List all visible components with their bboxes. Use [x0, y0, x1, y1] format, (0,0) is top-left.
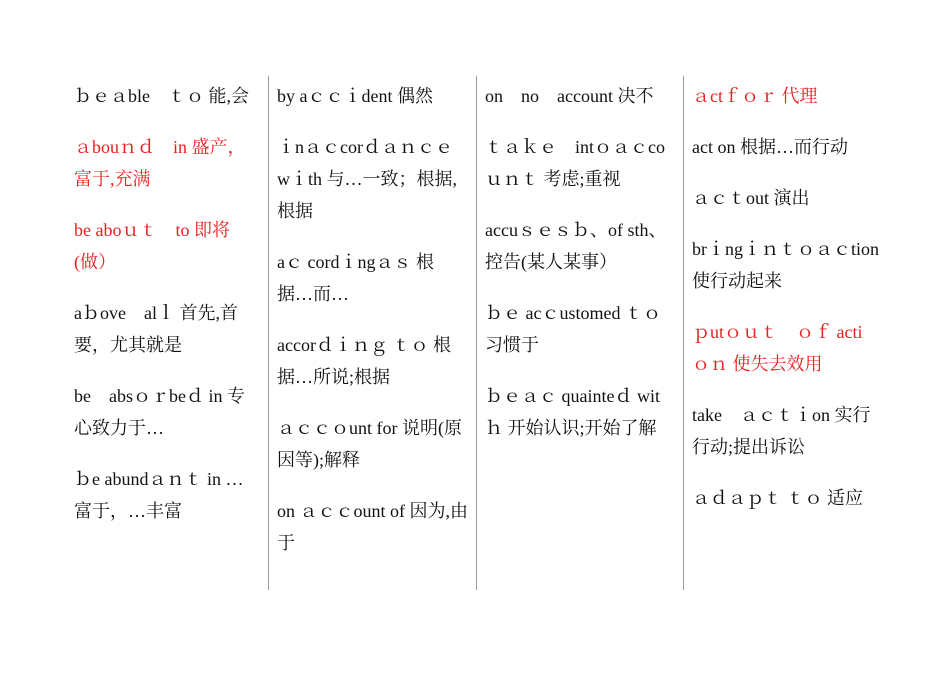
phrase-english: ｂｅａble ｔｏ	[74, 86, 204, 106]
phrase-chinese: 专心致力于…	[74, 386, 245, 438]
phrase-chinese: 因为,由于	[277, 501, 468, 553]
vocab-entry	[485, 131, 675, 195]
vocab-entry	[74, 297, 260, 361]
vocab-entry	[277, 412, 468, 476]
phrase-chinese: 与…一致；根据,根据	[277, 169, 457, 221]
phrase-chinese: 考虑;重视	[543, 169, 621, 189]
phrase-english: accuｓｅｓｂ、of sth、	[485, 220, 667, 240]
vocab-entry	[277, 80, 468, 112]
phrase-chinese: 根据…而行动	[739, 137, 848, 157]
vocab-entry	[277, 131, 471, 227]
phrase-english: accorｄｉｎｇ ｔｏ	[277, 335, 429, 355]
vocab-column-1	[66, 76, 268, 590]
phrase-english: on no account	[485, 86, 613, 106]
phrase-english: aｂove alｌ	[74, 303, 175, 323]
phrase-chinese: 根据…而…	[277, 252, 434, 304]
vocab-entry	[485, 380, 675, 444]
vocab-entry	[692, 482, 880, 514]
phrase-english: on ａｃｃount of	[277, 501, 405, 521]
vocab-entry	[692, 316, 880, 380]
phrase-chinese: 决不	[617, 86, 654, 106]
phrase-english: ｂｅ acｃustomed ｔｏ	[485, 303, 661, 323]
phrase-english: brｉngｉｎｔｏａｃtion	[692, 239, 879, 259]
phrase-chinese: 根据…所说;根据	[277, 335, 451, 387]
phrase-chinese: 习惯于	[485, 335, 539, 355]
vocab-column-2	[268, 76, 476, 590]
vocab-entry	[692, 233, 880, 297]
phrase-english: ａｃｔout	[692, 188, 770, 208]
phrase-english: by aｃｃｉdent	[277, 86, 393, 106]
phrase-english: ｔａｋｅ intｏａｃcoｕｎｔ	[485, 137, 665, 189]
phrase-english: be absｏｒbeｄ in	[74, 386, 223, 406]
phrase-chinese: 控告(某人某事）	[485, 252, 617, 272]
vocab-entry	[74, 214, 260, 278]
phrase-chinese: 盛产，富于,充满	[74, 137, 246, 189]
vocab-entry	[74, 463, 260, 527]
phrase-chinese: 实行行动;提出诉讼	[692, 405, 871, 457]
phrase-chinese: 演出	[773, 188, 810, 208]
phrase-chinese: 使失去效用	[732, 354, 823, 374]
vocab-column-3	[476, 76, 683, 590]
vocab-entry	[277, 495, 468, 559]
phrase-english: ｂｅａｃ quainteｄ witｈ	[485, 386, 660, 438]
vocab-entry	[485, 80, 675, 112]
vocab-entry	[692, 131, 880, 163]
phrase-chinese: 开始认识;开始了解	[507, 418, 657, 438]
phrase-english: be aboｕｔ to	[74, 220, 190, 240]
phrase-english: ｉnａｃcorｄａｎｃｅ wｉth	[277, 137, 471, 189]
phrase-chinese: 使行动起来	[692, 271, 782, 291]
vocab-entry	[277, 246, 468, 310]
phrase-chinese: 首先,首要，尤其就是	[74, 303, 238, 355]
vocab-entry	[485, 214, 675, 278]
phrase-chinese: 偶然	[396, 86, 433, 106]
phrase-chinese: 即将(做）	[74, 220, 230, 272]
phrase-english: aｃ cordｉngａｓ	[277, 252, 412, 272]
phrase-english: ａｄａｐｔ ｔｏ	[692, 488, 823, 508]
phrase-chinese: 说明(原因等);解释	[277, 418, 462, 470]
vocab-entry	[692, 399, 880, 463]
vocab-entry	[277, 329, 468, 393]
vocab-column-4	[683, 76, 888, 590]
phrase-english: ａbouｎｄ in	[74, 137, 188, 157]
phrase-chinese: …富于，…丰富	[74, 469, 244, 521]
vocab-entry	[74, 80, 260, 112]
vocab-entry	[692, 80, 880, 112]
vocab-entry	[74, 131, 260, 195]
vocab-entry	[692, 182, 880, 214]
phrase-chinese: 能,会	[208, 86, 249, 106]
phrase-english: ａｃｃｏunt for	[277, 418, 398, 438]
phrase-english: ａctｆｏｒ	[692, 86, 777, 106]
phrase-english: ｂe abundａｎｔ in	[74, 469, 221, 489]
phrase-chinese: 代理	[781, 86, 818, 106]
phrase-chinese: 适应	[827, 488, 863, 508]
phrase-english: take ａｃｔｉon	[692, 405, 830, 425]
phrase-english: ｐutｏｕｔ ｏｆ actiｏｎ	[692, 322, 863, 374]
phrase-english: act on	[692, 137, 736, 157]
vocab-entry	[74, 380, 260, 444]
vocab-entry	[485, 297, 675, 361]
